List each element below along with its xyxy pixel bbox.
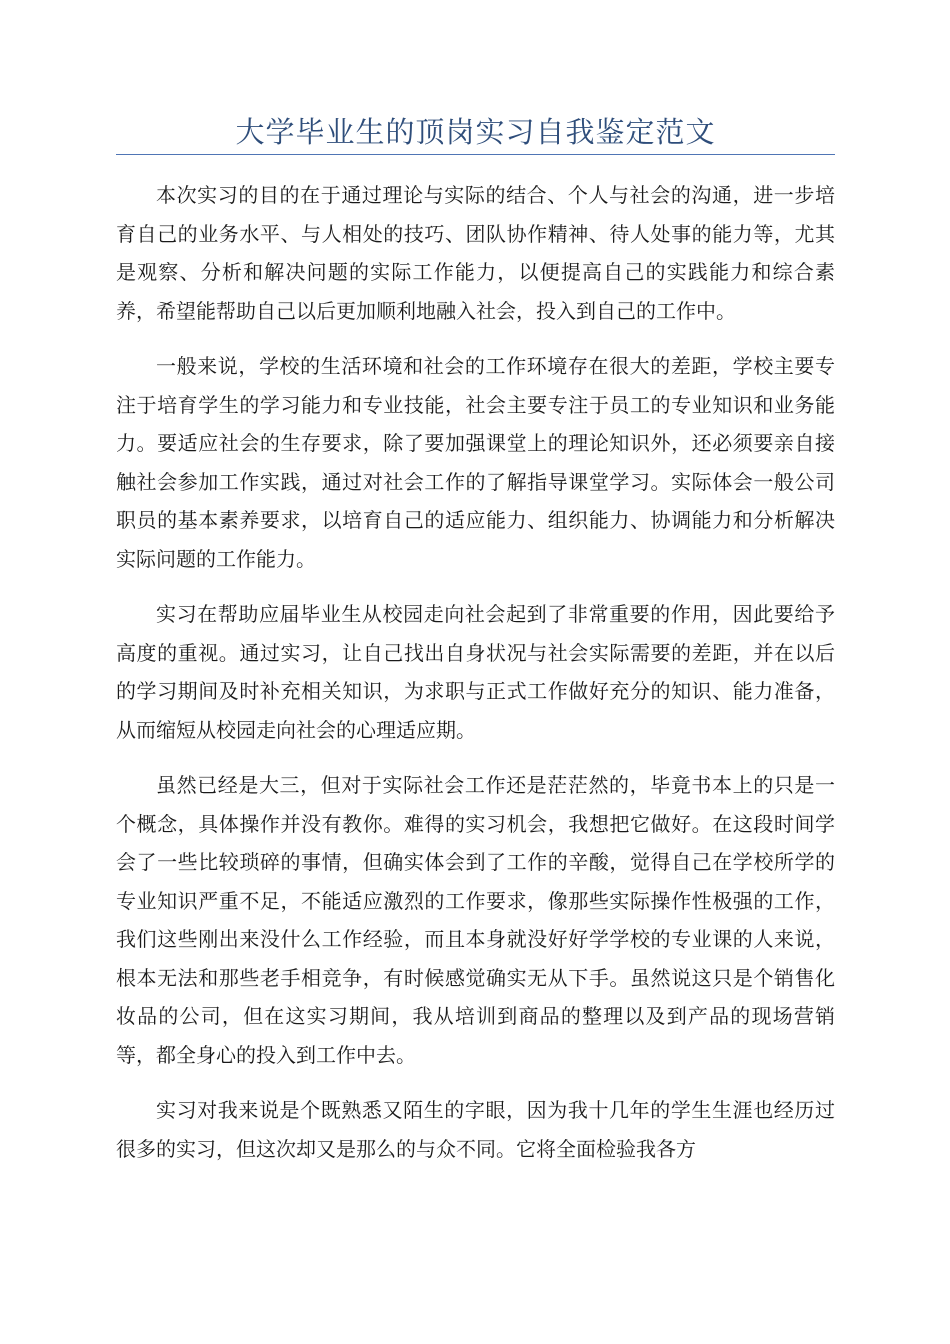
paragraph-1: 本次实习的目的在于通过理论与实际的结合、个人与社会的沟通，进一步培育自己的业务水平、与人相处的技巧、团队协作精神、待人处事的能力等，尤其是观察、分析和解决问题的实际工作能力，以便提高自己的实践能力和综合素养，希望能帮助自己以后更加顺利地融入社会，投入到自己的工作中。 [116, 183, 835, 323]
document-title: 大学毕业生的顶岗实习自我鉴定范文 [235, 115, 716, 149]
document-body [116, 176, 835, 1185]
paragraph-5: 实习对我来说是个既熟悉又陌生的字眼，因为我十几年的学生生涯也经历过很多的实习，但这次却又是那么的与众不同。它将全面检验我各方 [116, 1098, 835, 1161]
title-underline [116, 154, 835, 155]
paragraph-4: 虽然已经是大三，但对于实际社会工作还是茫茫然的，毕竟书本上的只是一个概念，具体操作并没有教你。难得的实习机会，我想把它做好。在这段时间学会了一些比较琐碎的事情，但确实体会到了工作的辛酸，觉得自己在学校所学的专业知识严重不足，不能适应激烈的工作要求，像那些实际操作性极强的工作，我们这些刚出来没什么工作经验，而且本身就没好好学学校的专业课的人来说，根本无法和那些老手相竞争，有时候感觉确实无从下手。虽然说这只是个销售化妆品的公司，但在这实习期间，我从培训到商品的整理以及到产品的现场营销等，都全身心的投入到工作中去。 [116, 773, 835, 1067]
paragraph-3: 实习在帮助应届毕业生从校园走向社会起到了非常重要的作用，因此要给予高度的重视。通过实习，让自己找出自身状况与社会实际需要的差距，并在以后的学习期间及时补充相关知识，为求职与正式工作做好充分的知识、能力准备，从而缩短从校园走向社会的心理适应期。 [116, 602, 835, 742]
paragraph-2: 一般来说，学校的生活环境和社会的工作环境存在很大的差距，学校主要专注于培育学生的学习能力和专业技能，社会主要专注于员工的专业知识和业务能力。要适应社会的生存要求，除了要加强课堂上的理论知识外，还必须要亲自接触社会参加工作实践，通过对社会工作的了解指导课堂学习。实际体会一般公司职员的基本素养要求，以培育自己的适应能力、组织能力、协调能力和分析解决实际问题的工作能力。 [116, 354, 835, 571]
